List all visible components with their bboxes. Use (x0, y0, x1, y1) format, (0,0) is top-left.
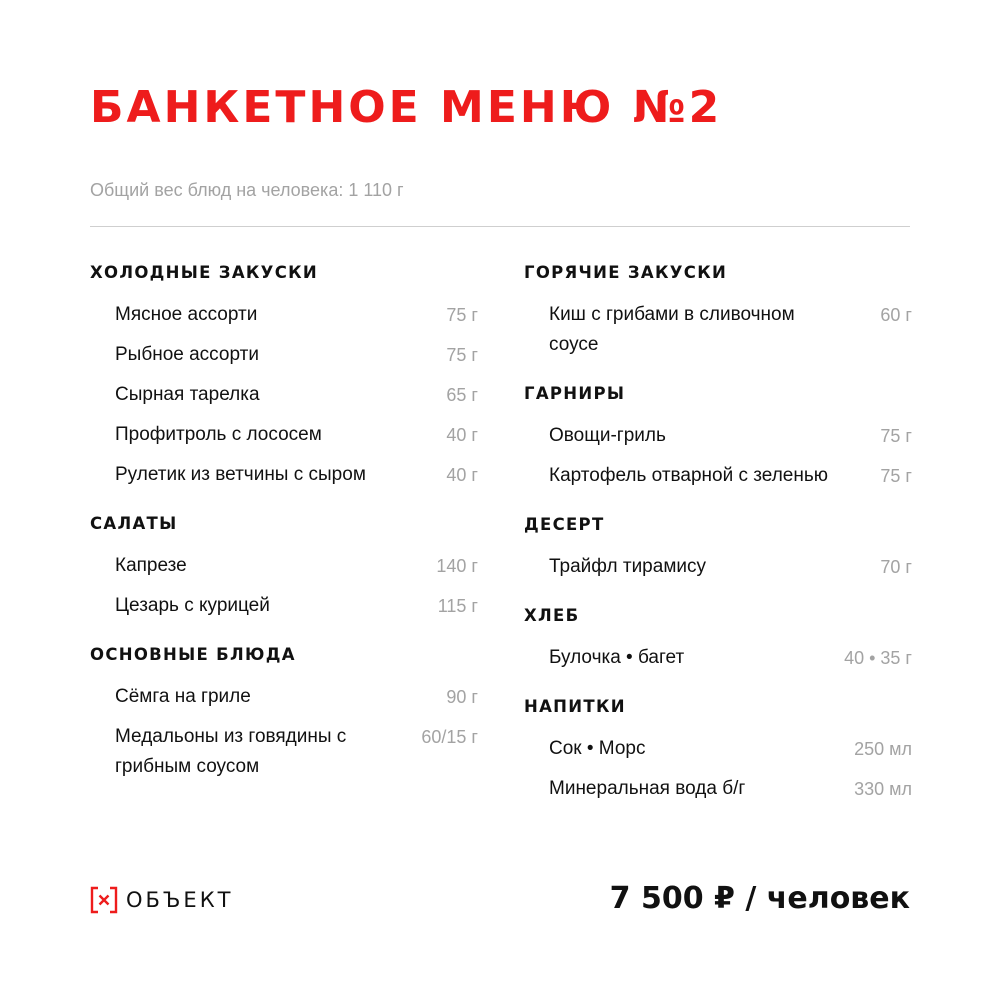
item-name: Медальоны из говядины с грибным соусом (115, 726, 347, 777)
menu-item (90, 682, 478, 712)
item-weight: 115 г (437, 596, 478, 616)
section-main-dishes (90, 642, 478, 782)
item-name: Овощи-гриль (549, 425, 666, 446)
item-weight: 60 г (880, 305, 912, 325)
menu-item (90, 420, 478, 450)
item-name: Сёмга на гриле (115, 686, 251, 707)
menu-item (90, 551, 478, 581)
item-weight: 250 мл (854, 739, 912, 759)
section-sides (524, 381, 912, 491)
item-name: Сок • Морс (549, 738, 646, 759)
item-name: Профитроль с лососем (115, 424, 322, 445)
section-title: ОСНОВНЫЕ БЛЮДА (90, 645, 296, 664)
price-per-person: 7 500 ₽ / человек (609, 881, 910, 916)
section-bread (524, 603, 912, 673)
item-name: Цезарь с курицей (115, 595, 270, 616)
menu-column-right (524, 260, 912, 825)
section-title: НАПИТКИ (524, 697, 626, 716)
item-weight: 75 г (446, 345, 478, 365)
menu-title: БАНКЕТНОЕ МЕНЮ №2 (90, 82, 723, 133)
menu-item (524, 461, 912, 491)
item-weight: 60/15 г (421, 727, 478, 747)
total-weight-note: Общий вес блюд на человека: 1 110 г (90, 180, 404, 200)
menu-item (90, 340, 478, 370)
section-drinks (524, 694, 912, 804)
menu-item (524, 421, 912, 451)
item-weight: 90 г (446, 687, 478, 707)
section-title: САЛАТЫ (90, 514, 178, 533)
header-divider (90, 226, 910, 227)
item-name: Трайфл тирамису (549, 556, 706, 577)
section-title: ГОРЯЧИЕ ЗАКУСКИ (524, 263, 728, 282)
menu-item (90, 591, 478, 621)
item-weight: 70 г (880, 557, 912, 577)
menu-item (90, 300, 478, 330)
section-dessert (524, 512, 912, 582)
menu-item (90, 380, 478, 410)
brand-logo (90, 885, 233, 915)
item-weight: 75 г (880, 466, 912, 486)
item-weight: 75 г (880, 426, 912, 446)
menu-item (90, 460, 478, 490)
item-name: Рыбное ассорти (115, 344, 259, 365)
section-cold-appetizers (90, 260, 478, 490)
item-name: Мясное ассорти (115, 304, 258, 325)
item-weight: 40 • 35 г (844, 648, 912, 668)
item-name: Рулетик из ветчины с сыром (115, 464, 366, 485)
item-name: Киш с грибами в сливочном соусе (549, 304, 795, 355)
item-name: Картофель отварной с зеленью (549, 465, 828, 486)
section-title: ХЛЕБ (524, 606, 580, 625)
menu-item (524, 300, 912, 360)
item-name: Минеральная вода б/г (549, 778, 746, 799)
item-weight: 75 г (446, 305, 478, 325)
section-title: ДЕСЕРТ (524, 515, 605, 534)
menu-column-left (90, 260, 478, 803)
section-title: ГАРНИРЫ (524, 384, 626, 403)
item-weight: 65 г (446, 385, 478, 405)
menu-item (524, 774, 912, 804)
section-title: ХОЛОДНЫЕ ЗАКУСКИ (90, 263, 319, 282)
item-weight: 40 г (446, 425, 478, 445)
menu-item (524, 552, 912, 582)
item-weight: 140 г (436, 556, 478, 576)
bracket-x-icon (90, 886, 118, 914)
item-weight: 40 г (446, 465, 478, 485)
menu-item (90, 722, 478, 782)
item-name: Капрезе (115, 555, 187, 576)
menu-item (524, 734, 912, 764)
item-name: Сырная тарелка (115, 384, 260, 405)
section-salads (90, 511, 478, 621)
item-name: Булочка • багет (549, 647, 685, 668)
brand-name: ОБЪЕКТ (126, 888, 234, 912)
menu-item (524, 643, 912, 673)
item-weight: 330 мл (854, 779, 912, 799)
section-hot-appetizers (524, 260, 912, 360)
